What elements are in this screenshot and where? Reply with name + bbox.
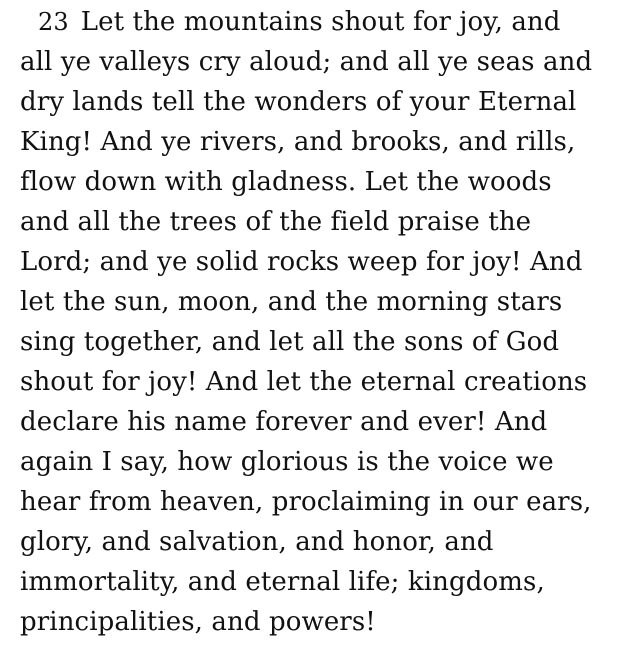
verse-line: flow down with gladness. Let the woods [20, 167, 552, 197]
verse-line: King! And ye rivers, and brooks, and rills, [20, 127, 576, 157]
verse-23-paragraph [20, 2, 620, 642]
verse-line: all ye valleys cry aloud; and all ye seas and [20, 47, 593, 77]
verse-line: Lord; and ye solid rocks weep for joy! And [20, 247, 583, 277]
verse-line: again I say, how glorious is the voice we [20, 447, 554, 477]
verse-line: dry lands tell the wonders of your Eternal [20, 87, 577, 117]
verse-line [20, 2, 620, 42]
verse-line: sing together, and let all the sons of God [20, 327, 560, 357]
verse-line: let the sun, moon, and the morning stars [20, 287, 563, 317]
verse-line: hear from heaven, proclaiming in our ears, [20, 487, 592, 517]
verse-line: declare his name forever and ever! And [20, 407, 548, 437]
verse-line: and all the trees of the field praise the [20, 207, 532, 237]
verse-line: shout for joy! And let the eternal creations [20, 367, 588, 397]
verse-line-text: Let the mountains shout for joy, and [80, 7, 561, 37]
verse-line: principalities, and powers! [20, 607, 376, 637]
verse-line: glory, and salvation, and honor, and [20, 527, 494, 557]
verse-number: 23 [38, 8, 69, 36]
verse-line: immortality, and eternal life; kingdoms, [20, 567, 545, 597]
